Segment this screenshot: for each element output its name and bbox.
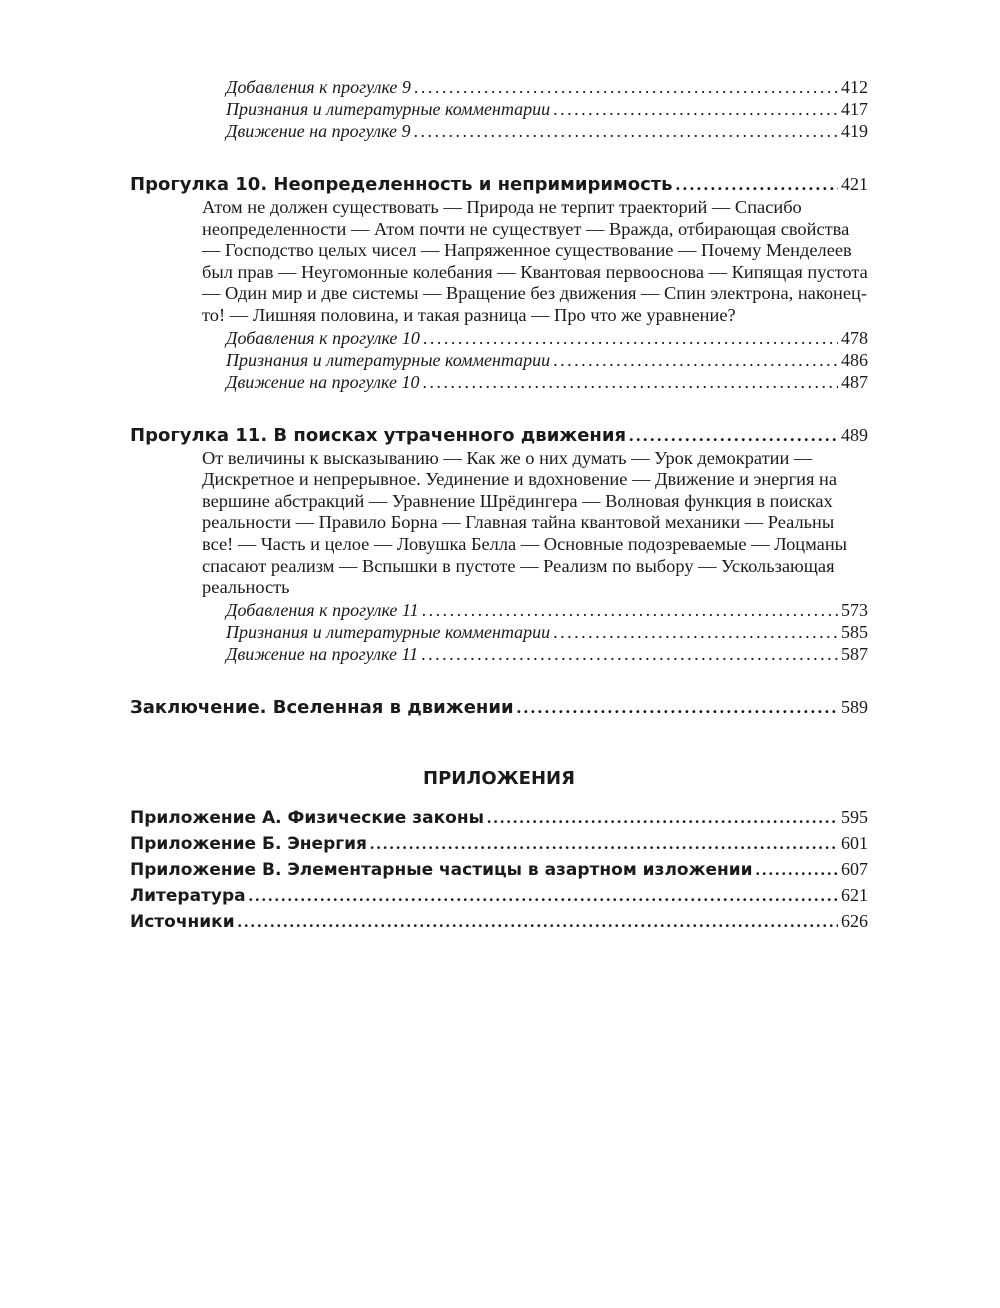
toc-entry-title: Добавления к прогулке 11 — [226, 599, 419, 620]
toc-entry-title: Приложение В. Элементарные частицы в азартном изложении — [130, 859, 753, 880]
toc-appendix-entry[interactable] — [130, 857, 868, 883]
toc-entry-title: Движение на прогулке 9 — [226, 121, 411, 141]
toc-chapter-title: Заключение. Вселенная в движении — [130, 696, 514, 718]
toc-entry-title: Приложение Б. Энергия — [130, 833, 367, 854]
toc-page-number: 589 — [841, 696, 868, 717]
toc-page-number: 626 — [841, 910, 868, 931]
toc-chapter-walk-11[interactable] — [130, 423, 868, 448]
toc-appendix-entry[interactable] — [130, 805, 868, 831]
table-of-contents — [130, 76, 868, 935]
dot-leader — [487, 805, 838, 830]
toc-page-number: 573 — [841, 599, 868, 620]
toc-entry-title: Приложение А. Физические законы — [130, 807, 484, 828]
toc-entry-title: Движение на прогулке 10 — [226, 371, 420, 392]
toc-sub-entry[interactable] — [130, 76, 868, 98]
toc-page-number: 489 — [841, 424, 868, 445]
toc-page-number: 417 — [841, 99, 868, 119]
chapter-summary: Атом не должен существовать — Природа не терпит траекторий — Спасибо неопределенности — Атом почти не существует — Вражда, отбирающая свойства — Господство целых чисел — Напряженное существование — Почему Менделеев был прав — Неугомонные колебания — Квантовая первооснова — Кипящая пустота — Один мир и две системы — Вращение без движения — Спин электрона, наконец-то! — Лишняя половина, и такая разница — Про что же уравнение? — [202, 197, 868, 325]
toc-page-number: 585 — [841, 621, 868, 642]
toc-sub-entry[interactable] — [130, 643, 868, 665]
dot-leader — [756, 857, 838, 882]
dot-leader — [423, 327, 838, 349]
toc-sub-entry[interactable] — [130, 349, 868, 371]
toc-entry-title: Движение на прогулке 11 — [226, 643, 419, 664]
toc-page-number: 486 — [841, 349, 868, 370]
appendix-list — [130, 805, 868, 935]
dot-leader — [422, 599, 838, 621]
appendix-heading: ПРИЛОЖЕНИЯ — [423, 767, 575, 789]
toc-sub-entry[interactable] — [130, 621, 868, 643]
toc-sub-entry[interactable] — [130, 120, 868, 142]
toc-chapter-walk-10[interactable] — [130, 172, 868, 197]
dot-leader — [553, 98, 838, 120]
toc-entry-title: Признания и литературные комментарии — [226, 99, 551, 119]
toc-chapter-title: Прогулка 10. Неопределенность и непримиримость — [130, 174, 673, 195]
toc-sub-entry[interactable] — [130, 327, 868, 349]
toc-appendix-entry[interactable] — [130, 883, 868, 909]
chapter-summary: От величины к высказыванию — Как же о них думать — Урок демократии — Дискретное и непрерывное. Уединение и вдохновение — Движение и энергия на вершине абстракций — Уравнение Шрёдингера — Волновая функция в поисках реальности — Правило Борна — Главная тайна квантовой механики — Реальны все! — Часть и целое — Ловушка Белла — Основные подозреваемые — Лоцманы спасают реализм — Вспышки в пустоте — Реализм по выбору — Ускользающая реальность — [202, 447, 848, 598]
toc-conclusion[interactable] — [130, 695, 868, 720]
toc-entry-title: Признания и литературные комментарии — [226, 621, 551, 642]
dot-leader — [422, 371, 838, 393]
toc-page-number: 587 — [841, 643, 868, 664]
toc-page-number: 412 — [841, 77, 868, 97]
toc-page-number: 421 — [841, 174, 868, 194]
dot-leader — [553, 621, 838, 643]
dot-leader — [629, 423, 838, 447]
dot-leader — [238, 909, 838, 934]
toc-sub-entry[interactable] — [130, 599, 868, 621]
toc-entry-title: Добавления к прогулке 9 — [226, 77, 411, 97]
dot-leader — [421, 643, 838, 665]
toc-page-number: 601 — [841, 832, 868, 853]
toc-sub-entry[interactable] — [130, 98, 868, 120]
dot-leader — [249, 883, 838, 908]
dot-leader — [553, 349, 838, 371]
toc-page-number: 419 — [841, 121, 868, 141]
dot-leader — [370, 831, 838, 856]
toc-sub-entry[interactable] — [130, 371, 868, 393]
toc-page-number: 487 — [841, 371, 868, 392]
toc-entry-title: Признания и литературные комментарии — [226, 349, 551, 370]
toc-appendix-entry[interactable] — [130, 831, 868, 857]
dot-leader — [517, 695, 838, 719]
dot-leader — [413, 120, 838, 142]
toc-entry-title: Литература — [130, 885, 246, 906]
toc-entry-title: Источники — [130, 911, 235, 932]
toc-page-number: 607 — [841, 858, 868, 879]
toc-entry-title: Добавления к прогулке 10 — [226, 327, 420, 348]
toc-page-number: 478 — [841, 327, 868, 348]
toc-appendix-entry[interactable] — [130, 909, 868, 935]
toc-page-number: 621 — [841, 884, 868, 905]
dot-leader — [676, 172, 838, 196]
toc-page-number: 595 — [841, 806, 868, 827]
dot-leader — [414, 76, 838, 98]
toc-chapter-title: Прогулка 11. В поисках утраченного движения — [130, 424, 627, 446]
